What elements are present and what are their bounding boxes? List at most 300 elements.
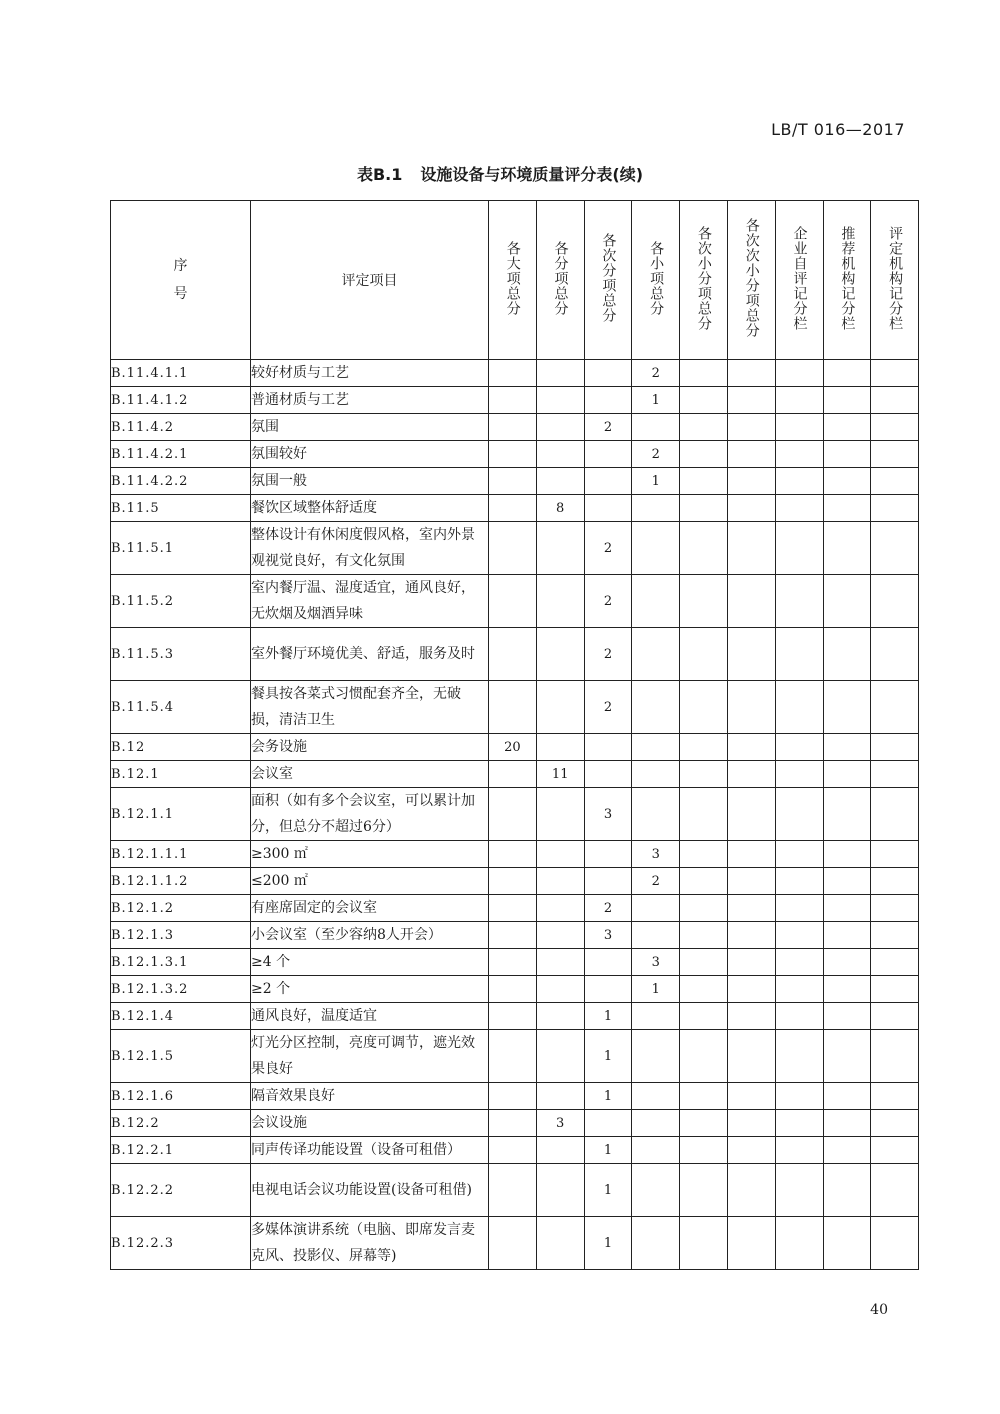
score-cell xyxy=(489,1164,537,1217)
score-cell xyxy=(489,414,537,441)
score-cell xyxy=(823,734,871,761)
score-cell xyxy=(489,788,537,841)
seq-column-header xyxy=(111,201,251,360)
score-cell xyxy=(489,1110,537,1137)
row-item-name: ≤200 ㎡ xyxy=(251,868,489,895)
score-cell xyxy=(489,495,537,522)
row-item-name: 氛围较好 xyxy=(251,441,489,468)
score-cell xyxy=(584,949,632,976)
page-number: 40 xyxy=(870,1302,888,1318)
standard-code: LB/T 016—2017 xyxy=(771,120,905,139)
score-cell xyxy=(536,387,584,414)
score-cell xyxy=(680,949,728,976)
score-cell xyxy=(680,1083,728,1110)
score-cell xyxy=(632,681,680,734)
score-cell xyxy=(727,1110,775,1137)
table-row xyxy=(111,575,919,628)
score-cell xyxy=(775,761,823,788)
score-cell xyxy=(680,360,728,387)
score-cell xyxy=(775,681,823,734)
score-cell xyxy=(632,1003,680,1030)
row-item-name: 面积（如有多个会议室，可以累计加分，但总分不超过6分） xyxy=(251,788,489,841)
score-cell xyxy=(823,841,871,868)
table-label: 表B.1 xyxy=(356,165,403,184)
score-cell xyxy=(680,895,728,922)
score-cell xyxy=(823,575,871,628)
score-cell xyxy=(680,414,728,441)
score-cell xyxy=(775,1137,823,1164)
score-cell xyxy=(536,1137,584,1164)
score-cell xyxy=(775,1110,823,1137)
score-cell xyxy=(680,841,728,868)
score-cell xyxy=(871,841,919,868)
score-cell xyxy=(823,949,871,976)
row-item-name: 会议设施 xyxy=(251,1110,489,1137)
score-cell xyxy=(536,360,584,387)
table-row xyxy=(111,414,919,441)
score-cell: 2 xyxy=(584,522,632,575)
item-column-header: 评定项目 xyxy=(251,201,489,360)
score-cell xyxy=(680,761,728,788)
score-cell xyxy=(489,841,537,868)
row-seq-number: B.11.5.2 xyxy=(111,575,251,628)
score-cell xyxy=(823,1217,871,1270)
score-cell xyxy=(823,895,871,922)
score-cell xyxy=(584,1110,632,1137)
row-seq-number: B.12.1.1.2 xyxy=(111,868,251,895)
score-cell xyxy=(727,1137,775,1164)
row-item-name: 氛围 xyxy=(251,414,489,441)
score-cell xyxy=(584,734,632,761)
score-cell xyxy=(871,681,919,734)
score-cell xyxy=(536,628,584,681)
row-item-name: 灯光分区控制，亮度可调节，遮光效果良好 xyxy=(251,1030,489,1083)
score-cell xyxy=(489,468,537,495)
score-cell xyxy=(680,1164,728,1217)
score-cell xyxy=(871,1083,919,1110)
row-item-name: 小会议室（至少容纳8人开会） xyxy=(251,922,489,949)
score-cell xyxy=(727,841,775,868)
score-cell xyxy=(632,522,680,575)
score-cell: 1 xyxy=(584,1164,632,1217)
row-seq-number: B.12.1.3.1 xyxy=(111,949,251,976)
score-cell xyxy=(871,976,919,1003)
table-row xyxy=(111,976,919,1003)
score-cell xyxy=(727,495,775,522)
row-seq-number: B.11.4.2.2 xyxy=(111,468,251,495)
row-item-name: 普通材质与工艺 xyxy=(251,387,489,414)
row-item-name: 电视电话会议功能设置(设备可租借) xyxy=(251,1164,489,1217)
row-item-name: 隔音效果良好 xyxy=(251,1083,489,1110)
score-cell xyxy=(632,1083,680,1110)
score-cell xyxy=(680,628,728,681)
score-cell xyxy=(775,414,823,441)
score-cell xyxy=(632,761,680,788)
score-cell xyxy=(775,441,823,468)
table-row xyxy=(111,360,919,387)
score-cell xyxy=(871,949,919,976)
score-cell xyxy=(680,441,728,468)
score-column-header: 各大项总分 xyxy=(489,201,537,360)
table-title-text: 设施设备与环境质量评分表(续) xyxy=(420,165,644,184)
score-cell xyxy=(536,1030,584,1083)
score-cell xyxy=(871,1003,919,1030)
row-item-name: 室内餐厅温、湿度适宜，通风良好，无炊烟及烟酒异味 xyxy=(251,575,489,628)
score-cell xyxy=(775,628,823,681)
score-cell xyxy=(871,761,919,788)
score-cell: 8 xyxy=(536,495,584,522)
table-row xyxy=(111,841,919,868)
score-cell xyxy=(727,681,775,734)
table-row xyxy=(111,761,919,788)
score-cell xyxy=(632,1164,680,1217)
table-row xyxy=(111,1164,919,1217)
row-item-name: 整体设计有休闲度假风格，室内外景观视觉良好，有文化氛围 xyxy=(251,522,489,575)
score-cell: 20 xyxy=(489,734,537,761)
score-cell xyxy=(489,868,537,895)
score-cell xyxy=(727,468,775,495)
score-cell xyxy=(775,1030,823,1083)
score-cell: 2 xyxy=(584,681,632,734)
score-cell xyxy=(871,575,919,628)
score-cell xyxy=(536,1164,584,1217)
score-column-header: 各次小分项总分 xyxy=(680,201,728,360)
score-cell: 1 xyxy=(632,976,680,1003)
score-cell xyxy=(489,1003,537,1030)
score-column-header: 评定机构记分栏 xyxy=(871,201,919,360)
score-cell: 3 xyxy=(584,922,632,949)
score-cell xyxy=(584,841,632,868)
score-cell xyxy=(871,522,919,575)
row-seq-number: B.12.1.5 xyxy=(111,1030,251,1083)
score-cell xyxy=(680,387,728,414)
score-cell xyxy=(775,468,823,495)
row-seq-number: B.11.5.3 xyxy=(111,628,251,681)
score-cell: 2 xyxy=(632,868,680,895)
score-cell xyxy=(584,360,632,387)
score-cell xyxy=(584,387,632,414)
score-cell xyxy=(727,360,775,387)
table-row xyxy=(111,949,919,976)
score-cell: 1 xyxy=(632,387,680,414)
row-item-name: 餐具按各菜式习惯配套齐全，无破损，清洁卫生 xyxy=(251,681,489,734)
table-row xyxy=(111,1003,919,1030)
table-row xyxy=(111,1030,919,1083)
score-cell: 2 xyxy=(632,360,680,387)
score-cell xyxy=(680,1217,728,1270)
score-cell xyxy=(489,575,537,628)
score-cell xyxy=(823,922,871,949)
score-cell xyxy=(680,575,728,628)
score-cell xyxy=(536,734,584,761)
score-cell xyxy=(871,1164,919,1217)
table-row xyxy=(111,495,919,522)
score-cell xyxy=(775,495,823,522)
score-cell xyxy=(775,1164,823,1217)
score-cell xyxy=(489,628,537,681)
score-cell xyxy=(489,1083,537,1110)
score-cell xyxy=(536,976,584,1003)
score-cell: 3 xyxy=(584,788,632,841)
score-cell xyxy=(584,495,632,522)
score-cell xyxy=(489,387,537,414)
score-cell xyxy=(823,788,871,841)
score-cell xyxy=(632,1137,680,1164)
score-cell xyxy=(536,1083,584,1110)
score-cell xyxy=(823,1083,871,1110)
score-cell: 1 xyxy=(584,1217,632,1270)
score-cell xyxy=(632,1030,680,1083)
score-cell: 1 xyxy=(632,468,680,495)
score-cell xyxy=(680,734,728,761)
score-cell xyxy=(536,1003,584,1030)
score-cell xyxy=(536,1217,584,1270)
score-cell xyxy=(823,681,871,734)
score-cell xyxy=(489,761,537,788)
score-cell xyxy=(727,976,775,1003)
score-cell xyxy=(680,788,728,841)
score-cell xyxy=(536,468,584,495)
score-cell xyxy=(489,1137,537,1164)
score-cell xyxy=(727,761,775,788)
score-cell xyxy=(727,1030,775,1083)
score-column-header: 各小项总分 xyxy=(632,201,680,360)
score-cell xyxy=(775,387,823,414)
score-cell xyxy=(489,1217,537,1270)
score-cell xyxy=(871,734,919,761)
score-cell xyxy=(536,895,584,922)
table-row xyxy=(111,788,919,841)
score-cell xyxy=(727,441,775,468)
row-item-name: 氛围一般 xyxy=(251,468,489,495)
row-item-name: 室外餐厅环境优美、舒适，服务及时 xyxy=(251,628,489,681)
score-cell xyxy=(536,868,584,895)
seq-header-line-1: 序 xyxy=(173,258,188,274)
score-cell xyxy=(680,868,728,895)
score-cell xyxy=(632,922,680,949)
score-cell xyxy=(775,1083,823,1110)
score-cell xyxy=(489,681,537,734)
score-cell xyxy=(871,360,919,387)
table-row xyxy=(111,681,919,734)
row-item-name: 会务设施 xyxy=(251,734,489,761)
score-cell xyxy=(632,575,680,628)
row-seq-number: B.12.2 xyxy=(111,1110,251,1137)
score-cell xyxy=(727,788,775,841)
score-cell: 2 xyxy=(584,414,632,441)
score-cell xyxy=(680,922,728,949)
score-cell xyxy=(727,628,775,681)
score-cell xyxy=(632,628,680,681)
score-cell xyxy=(727,734,775,761)
score-cell xyxy=(727,1164,775,1217)
seq-header-line-2: 号 xyxy=(173,286,188,302)
score-cell xyxy=(775,734,823,761)
row-seq-number: B.12.1.1.1 xyxy=(111,841,251,868)
score-cell xyxy=(727,1083,775,1110)
score-cell xyxy=(680,976,728,1003)
score-cell xyxy=(775,575,823,628)
row-seq-number: B.11.5.1 xyxy=(111,522,251,575)
score-cell xyxy=(680,495,728,522)
score-cell xyxy=(680,1137,728,1164)
table-row xyxy=(111,734,919,761)
score-cell: 1 xyxy=(584,1030,632,1083)
score-cell xyxy=(727,1003,775,1030)
score-cell xyxy=(536,414,584,441)
score-cell: 2 xyxy=(632,441,680,468)
score-cell xyxy=(584,441,632,468)
score-cell xyxy=(775,922,823,949)
score-cell: 1 xyxy=(584,1003,632,1030)
score-cell xyxy=(727,522,775,575)
score-cell xyxy=(823,628,871,681)
score-cell xyxy=(489,1030,537,1083)
table-row xyxy=(111,868,919,895)
score-cell: 2 xyxy=(584,628,632,681)
score-cell: 2 xyxy=(584,575,632,628)
score-cell xyxy=(727,1217,775,1270)
score-cell xyxy=(775,949,823,976)
score-cell xyxy=(871,495,919,522)
score-cell xyxy=(823,1030,871,1083)
score-cell xyxy=(536,949,584,976)
score-cell xyxy=(680,681,728,734)
score-cell xyxy=(871,788,919,841)
score-cell xyxy=(680,522,728,575)
row-item-name: 有座席固定的会议室 xyxy=(251,895,489,922)
table-row xyxy=(111,1217,919,1270)
score-column-header: 各次分项总分 xyxy=(584,201,632,360)
score-cell xyxy=(775,1003,823,1030)
score-cell xyxy=(823,360,871,387)
table-row xyxy=(111,1137,919,1164)
score-cell xyxy=(823,495,871,522)
table-row xyxy=(111,922,919,949)
row-seq-number: B.11.4.2.1 xyxy=(111,441,251,468)
score-cell xyxy=(632,788,680,841)
score-cell xyxy=(775,841,823,868)
score-cell xyxy=(823,868,871,895)
row-seq-number: B.12.1.3 xyxy=(111,922,251,949)
table-row xyxy=(111,468,919,495)
score-cell xyxy=(632,895,680,922)
score-cell xyxy=(871,895,919,922)
score-cell xyxy=(871,1030,919,1083)
table-header xyxy=(111,201,919,360)
score-cell xyxy=(680,1003,728,1030)
row-seq-number: B.12.1.2 xyxy=(111,895,251,922)
row-item-name: 同声传译功能设置（设备可租借） xyxy=(251,1137,489,1164)
score-cell xyxy=(871,387,919,414)
row-seq-number: B.11.4.1.1 xyxy=(111,360,251,387)
score-column-header: 各次次小分项总分 xyxy=(727,201,775,360)
score-cell xyxy=(536,922,584,949)
row-seq-number: B.12.1.1 xyxy=(111,788,251,841)
score-cell xyxy=(727,414,775,441)
score-cell xyxy=(489,949,537,976)
score-cell xyxy=(823,522,871,575)
score-cell: 3 xyxy=(632,841,680,868)
score-cell xyxy=(584,761,632,788)
row-seq-number: B.12.1.3.2 xyxy=(111,976,251,1003)
table-row xyxy=(111,1083,919,1110)
row-item-name: 多媒体演讲系统（电脑、即席发言麦克风、投影仪、屏幕等) xyxy=(251,1217,489,1270)
row-item-name: 较好材质与工艺 xyxy=(251,360,489,387)
score-cell: 2 xyxy=(584,895,632,922)
score-cell xyxy=(584,976,632,1003)
score-cell xyxy=(680,1030,728,1083)
score-cell xyxy=(871,441,919,468)
score-cell xyxy=(632,734,680,761)
row-seq-number: B.11.5 xyxy=(111,495,251,522)
row-seq-number: B.12.2.1 xyxy=(111,1137,251,1164)
row-seq-number: B.12 xyxy=(111,734,251,761)
score-cell xyxy=(536,681,584,734)
score-cell xyxy=(775,522,823,575)
score-cell xyxy=(680,468,728,495)
score-cell: 11 xyxy=(536,761,584,788)
score-cell xyxy=(584,868,632,895)
score-cell xyxy=(871,1217,919,1270)
score-column-header: 推荐机构记分栏 xyxy=(823,201,871,360)
table-title xyxy=(0,162,1000,185)
row-seq-number: B.11.4.1.2 xyxy=(111,387,251,414)
row-seq-number: B.12.1.4 xyxy=(111,1003,251,1030)
score-cell xyxy=(727,387,775,414)
score-cell xyxy=(775,788,823,841)
row-item-name: 会议室 xyxy=(251,761,489,788)
score-cell xyxy=(727,575,775,628)
table-row xyxy=(111,441,919,468)
table-body xyxy=(111,360,919,1270)
score-cell xyxy=(823,441,871,468)
table-row xyxy=(111,522,919,575)
score-cell xyxy=(727,949,775,976)
score-cell xyxy=(632,1110,680,1137)
score-cell xyxy=(680,1110,728,1137)
score-cell xyxy=(871,1137,919,1164)
score-cell xyxy=(871,628,919,681)
table-row xyxy=(111,1110,919,1137)
score-cell xyxy=(489,922,537,949)
score-cell: 1 xyxy=(584,1083,632,1110)
score-cell xyxy=(871,868,919,895)
score-cell xyxy=(489,360,537,387)
score-cell xyxy=(536,841,584,868)
score-cell xyxy=(536,441,584,468)
score-cell xyxy=(489,976,537,1003)
score-cell xyxy=(632,1217,680,1270)
row-seq-number: B.12.2.2 xyxy=(111,1164,251,1217)
score-cell xyxy=(727,895,775,922)
score-cell xyxy=(871,1110,919,1137)
score-cell xyxy=(871,468,919,495)
score-cell xyxy=(823,1137,871,1164)
score-cell xyxy=(775,360,823,387)
score-cell xyxy=(632,414,680,441)
table-row xyxy=(111,387,919,414)
score-cell: 3 xyxy=(536,1110,584,1137)
score-cell xyxy=(489,522,537,575)
scoring-table xyxy=(110,200,919,1270)
score-cell xyxy=(775,868,823,895)
score-cell xyxy=(823,976,871,1003)
score-cell: 1 xyxy=(584,1137,632,1164)
score-cell xyxy=(823,761,871,788)
score-cell xyxy=(823,1003,871,1030)
row-seq-number: B.11.4.2 xyxy=(111,414,251,441)
